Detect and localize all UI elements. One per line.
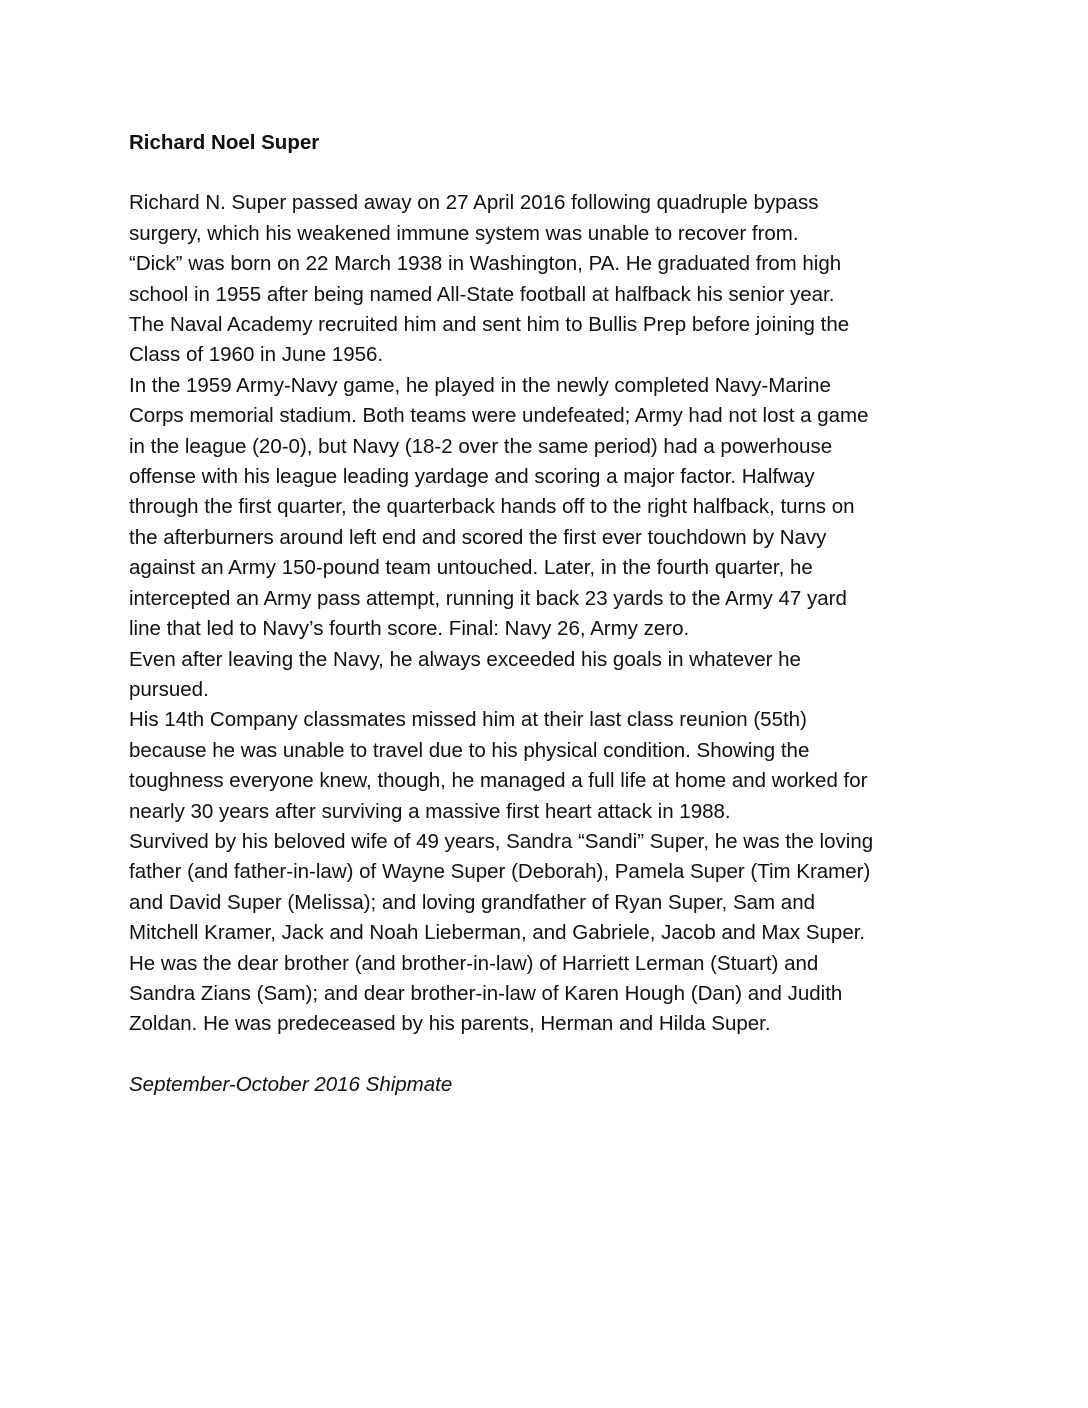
paragraph-obituary-intro: [129, 188, 969, 370]
text-line: surgery, which his weakened immune system was unable to recover from.: [129, 221, 799, 245]
publication-source: September-October 2016 Shipmate: [129, 1072, 453, 1096]
text-line: Corps memorial stadium. Both teams were undefeated; Army had not lost a game: [129, 404, 869, 428]
text-line: nearly 30 years after surviving a massive first heart attack in 1988.: [129, 799, 731, 823]
text-line: In the 1959 Army-Navy game, he played in the newly completed Navy-Marine: [129, 373, 831, 397]
paragraph-after-navy: [129, 645, 969, 706]
text-line: “Dick” was born on 22 March 1938 in Washington, PA. He graduated from high: [129, 252, 842, 276]
text-line: Sandra Zians (Sam); and dear brother-in-law of Karen Hough (Dan) and Judith: [129, 981, 843, 1005]
text-line: school in 1955 after being named All-State football at halfback his senior year.: [129, 282, 835, 306]
text-line: through the first quarter, the quarterback hands off to the right halfback, turns on: [129, 495, 855, 519]
text-line: Zoldan. He was predeceased by his parents, Herman and Hilda Super.: [129, 1012, 771, 1036]
text-line: in the league (20-0), but Navy (18-2 over the same period) had a powerhouse: [129, 434, 833, 458]
text-line: offense with his league leading yardage and scoring a major factor. Halfway: [129, 465, 815, 489]
text-line: against an Army 150-pound team untouched. Later, in the fourth quarter, he: [129, 556, 813, 580]
text-line: His 14th Company classmates missed him at their last class reunion (55th): [129, 708, 807, 732]
text-line: Mitchell Kramer, Jack and Noah Lieberman, and Gabriele, Jacob and Max Super.: [129, 921, 866, 945]
text-line: intercepted an Army pass attempt, running it back 23 yards to the Army 47 yard: [129, 586, 847, 610]
text-line: because he was unable to travel due to his physical condition. Showing the: [129, 738, 810, 762]
paragraph-classmates: [129, 705, 969, 827]
document-body: [129, 128, 969, 1100]
text-line: pursued.: [129, 677, 209, 701]
paragraph-army-navy-game: [129, 371, 969, 645]
text-line: Even after leaving the Navy, he always exceeded his goals in whatever he: [129, 647, 801, 671]
text-line: He was the dear brother (and brother-in-law) of Harriett Lerman (Stuart) and: [129, 951, 819, 975]
text-line: line that led to Navy’s fourth score. Final: Navy 26, Army zero.: [129, 617, 690, 641]
text-line: toughness everyone knew, though, he managed a full life at home and worked for: [129, 769, 868, 793]
text-line: Richard N. Super passed away on 27 April 2016 following quadruple bypass: [129, 191, 819, 215]
paragraph-survivors: [129, 827, 969, 1040]
text-line: The Naval Academy recruited him and sent him to Bullis Prep before joining the: [129, 313, 850, 337]
text-line: father (and father-in-law) of Wayne Super (Deborah), Pamela Super (Tim Kramer): [129, 860, 871, 884]
text-line: the afterburners around left end and scored the first ever touchdown by Navy: [129, 525, 827, 549]
text-line: and David Super (Melissa); and loving grandfather of Ryan Super, Sam and: [129, 890, 815, 914]
text-line: Class of 1960 in June 1956.: [129, 343, 384, 367]
document-title: Richard Noel Super: [129, 131, 320, 154]
text-line: Survived by his beloved wife of 49 years, Sandra “Sandi” Super, he was the loving: [129, 829, 874, 853]
